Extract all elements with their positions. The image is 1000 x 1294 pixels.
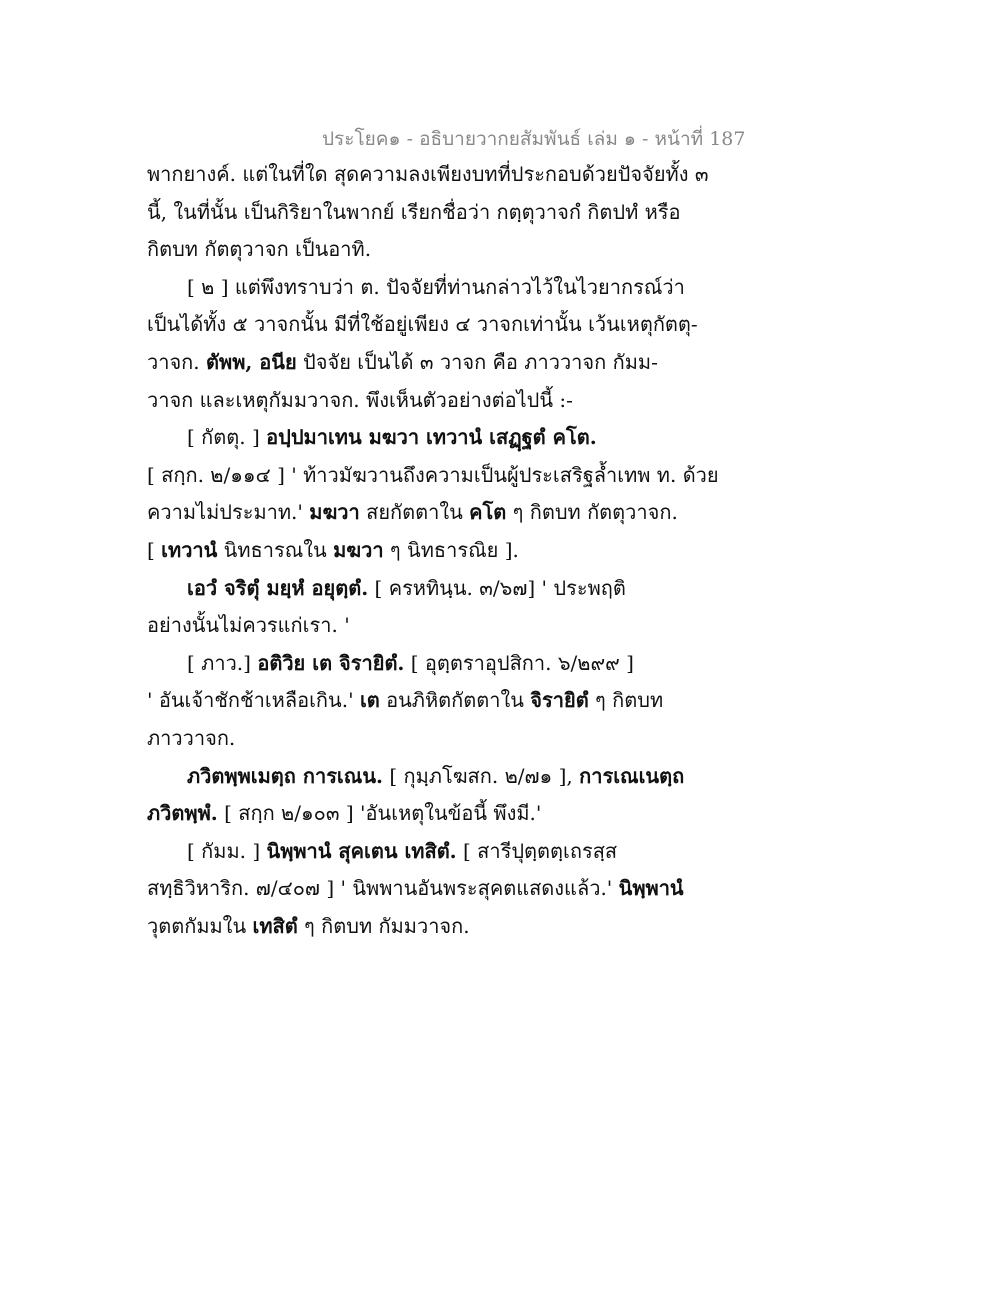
text-segment: [ กุมฺภโฆสก. ๒/๗๑ ], — [382, 763, 580, 788]
bold-pali-text: คโต — [469, 500, 507, 525]
text-line — [147, 645, 667, 683]
text-segment: [ ๒ ] แต่พึงทราบว่า ต. ปัจจัยที่ท่านกล่าวไว้ในไวยากรณ์ว่า — [187, 274, 685, 299]
bold-pali-text: จิรายิตํ — [530, 688, 589, 713]
text-segment: [ สารีปุตฺตตฺเถรสฺส — [456, 838, 618, 863]
text-line — [147, 795, 667, 833]
text-segment: อนภิหิตกัตตาใน — [379, 688, 531, 713]
text-segment: สทฺธิวิหาริก. ๗/๔๐๗ ] ' นิพพานอันพระสุคตแสดงแล้ว.' — [147, 876, 619, 901]
text-line — [147, 194, 681, 232]
text-line — [147, 570, 667, 608]
text-line — [147, 908, 667, 946]
text-line — [147, 457, 719, 495]
bold-pali-text: เอวํ จริตุํ มยฺหํ อยุตฺตํ. — [187, 575, 369, 600]
text-segment: วุตตกัมมใน — [147, 913, 253, 938]
bold-pali-text: เทสิตํ — [252, 913, 298, 938]
text-line — [147, 231, 667, 269]
text-segment: อย่างนั้นไม่ควรแก่เรา. ' — [147, 613, 350, 638]
text-segment: สยกัตตาใน — [359, 500, 470, 525]
text-segment: กิตบท กัตตุวาจก เป็นอาทิ. — [147, 237, 372, 262]
body-text — [147, 156, 719, 945]
text-segment: ปัจจัย เป็นได้ ๓ วาจก คือ ภาววาจก กัมม- — [296, 349, 658, 374]
text-segment: เป็นได้ทั้ง ๕ วาจกนั้น มีที่ใช้อยู่เพียง ๔ วาจกเท่านั้น เว้นเหตุกัตตุ- — [147, 312, 698, 337]
text-segment: ๆ กิตบท กัมมวาจก. — [297, 913, 470, 938]
text-segment: [ ภาว.] — [187, 650, 258, 675]
text-line — [147, 494, 678, 532]
text-segment: ' อันเจ้าชักช้าเหลือเกิน.' — [147, 688, 360, 713]
text-segment: ๆ กิตบท กัตตุวาจก. — [506, 500, 678, 525]
text-segment: ความไม่ประมาท.' — [147, 500, 310, 525]
text-line — [147, 306, 698, 344]
text-line — [147, 156, 709, 194]
text-line — [147, 382, 667, 420]
text-line — [147, 682, 667, 720]
bold-pali-text: อปฺปมาเทน มฆวา เทวานํ เสฏฺฐตํ คโต. — [266, 425, 597, 450]
text-line — [147, 720, 667, 758]
text-line — [147, 758, 685, 796]
text-segment: [ อุตฺตราอุปสิกา. ๖/๒๙๙ ] — [404, 650, 634, 675]
text-segment: [ สกฺก. ๒/๑๑๔ ] ' ท้าวมัฆวานถึงความเป็นผู้ประเสริฐล้ำเทพ ท. ด้วย — [147, 462, 719, 487]
bold-pali-text: ตัพพ, อนีย — [206, 349, 297, 374]
bold-pali-text: นิพฺพานํ สุคเตน เทสิตํ. — [266, 838, 457, 863]
text-line — [147, 419, 667, 457]
text-segment: พากยางค์. แต่ในที่ใด สุดความลงเพียงบทที่ประกอบด้วยปัจจัยทั้ง ๓ — [147, 162, 709, 186]
text-segment: [ สกฺก ๒/๑๐๓ ] 'อันเหตุในข้อนี้ พึงมี.' — [217, 801, 542, 826]
text-line — [147, 532, 667, 570]
text-segment: [ ครหทินฺน. ๓/๖๗] ' ประพฤติ — [368, 575, 626, 600]
running-header: ประโยค๑ - อธิบายวากยสัมพันธ์ เล่ม ๑ - หน้าที่ 187 — [322, 128, 746, 150]
bold-pali-text: มฆวา — [309, 500, 360, 525]
bold-pali-text: นิพฺพานํ — [618, 876, 684, 901]
text-segment: [ — [147, 537, 162, 562]
text-line — [147, 833, 667, 871]
bold-pali-text: เต — [359, 688, 380, 713]
text-segment: นิทธารณใน — [217, 537, 334, 562]
text-segment: ภาววาจก. — [147, 725, 236, 750]
text-segment: [ กัมม. ] — [187, 838, 267, 863]
text-segment: ๆ นิทธารณิย ]. — [383, 537, 519, 562]
text-segment: [ กัตตุ. ] — [187, 425, 267, 450]
text-line — [147, 607, 667, 645]
bold-pali-text: ภวิตพฺพเมตฺถ การเณน. — [187, 763, 383, 788]
text-segment: ๆ กิตบท — [588, 688, 664, 713]
bold-pali-text: ภวิตพฺพํ. — [147, 801, 218, 826]
bold-pali-text: อติวิย เต จิรายิตํ. — [257, 650, 405, 675]
bold-pali-text: เทวานํ — [161, 537, 218, 562]
bold-pali-text: มฆวา — [333, 537, 384, 562]
text-segment: นี้, ในที่นั้น เป็นกิริยาในพากย์ เรียกชื่อว่า กตฺตุวาจกํ กิตปทํ หรือ — [147, 199, 681, 224]
text-line — [147, 344, 667, 382]
bold-pali-text: การเณเนตฺถ — [579, 763, 685, 788]
text-segment: วาจก. — [147, 349, 207, 374]
text-segment: วาจก และเหตุกัมมวาจก. พึงเห็นตัวอย่างต่อไปนี้ :- — [147, 387, 573, 412]
text-line — [147, 870, 684, 908]
text-line — [147, 269, 685, 307]
